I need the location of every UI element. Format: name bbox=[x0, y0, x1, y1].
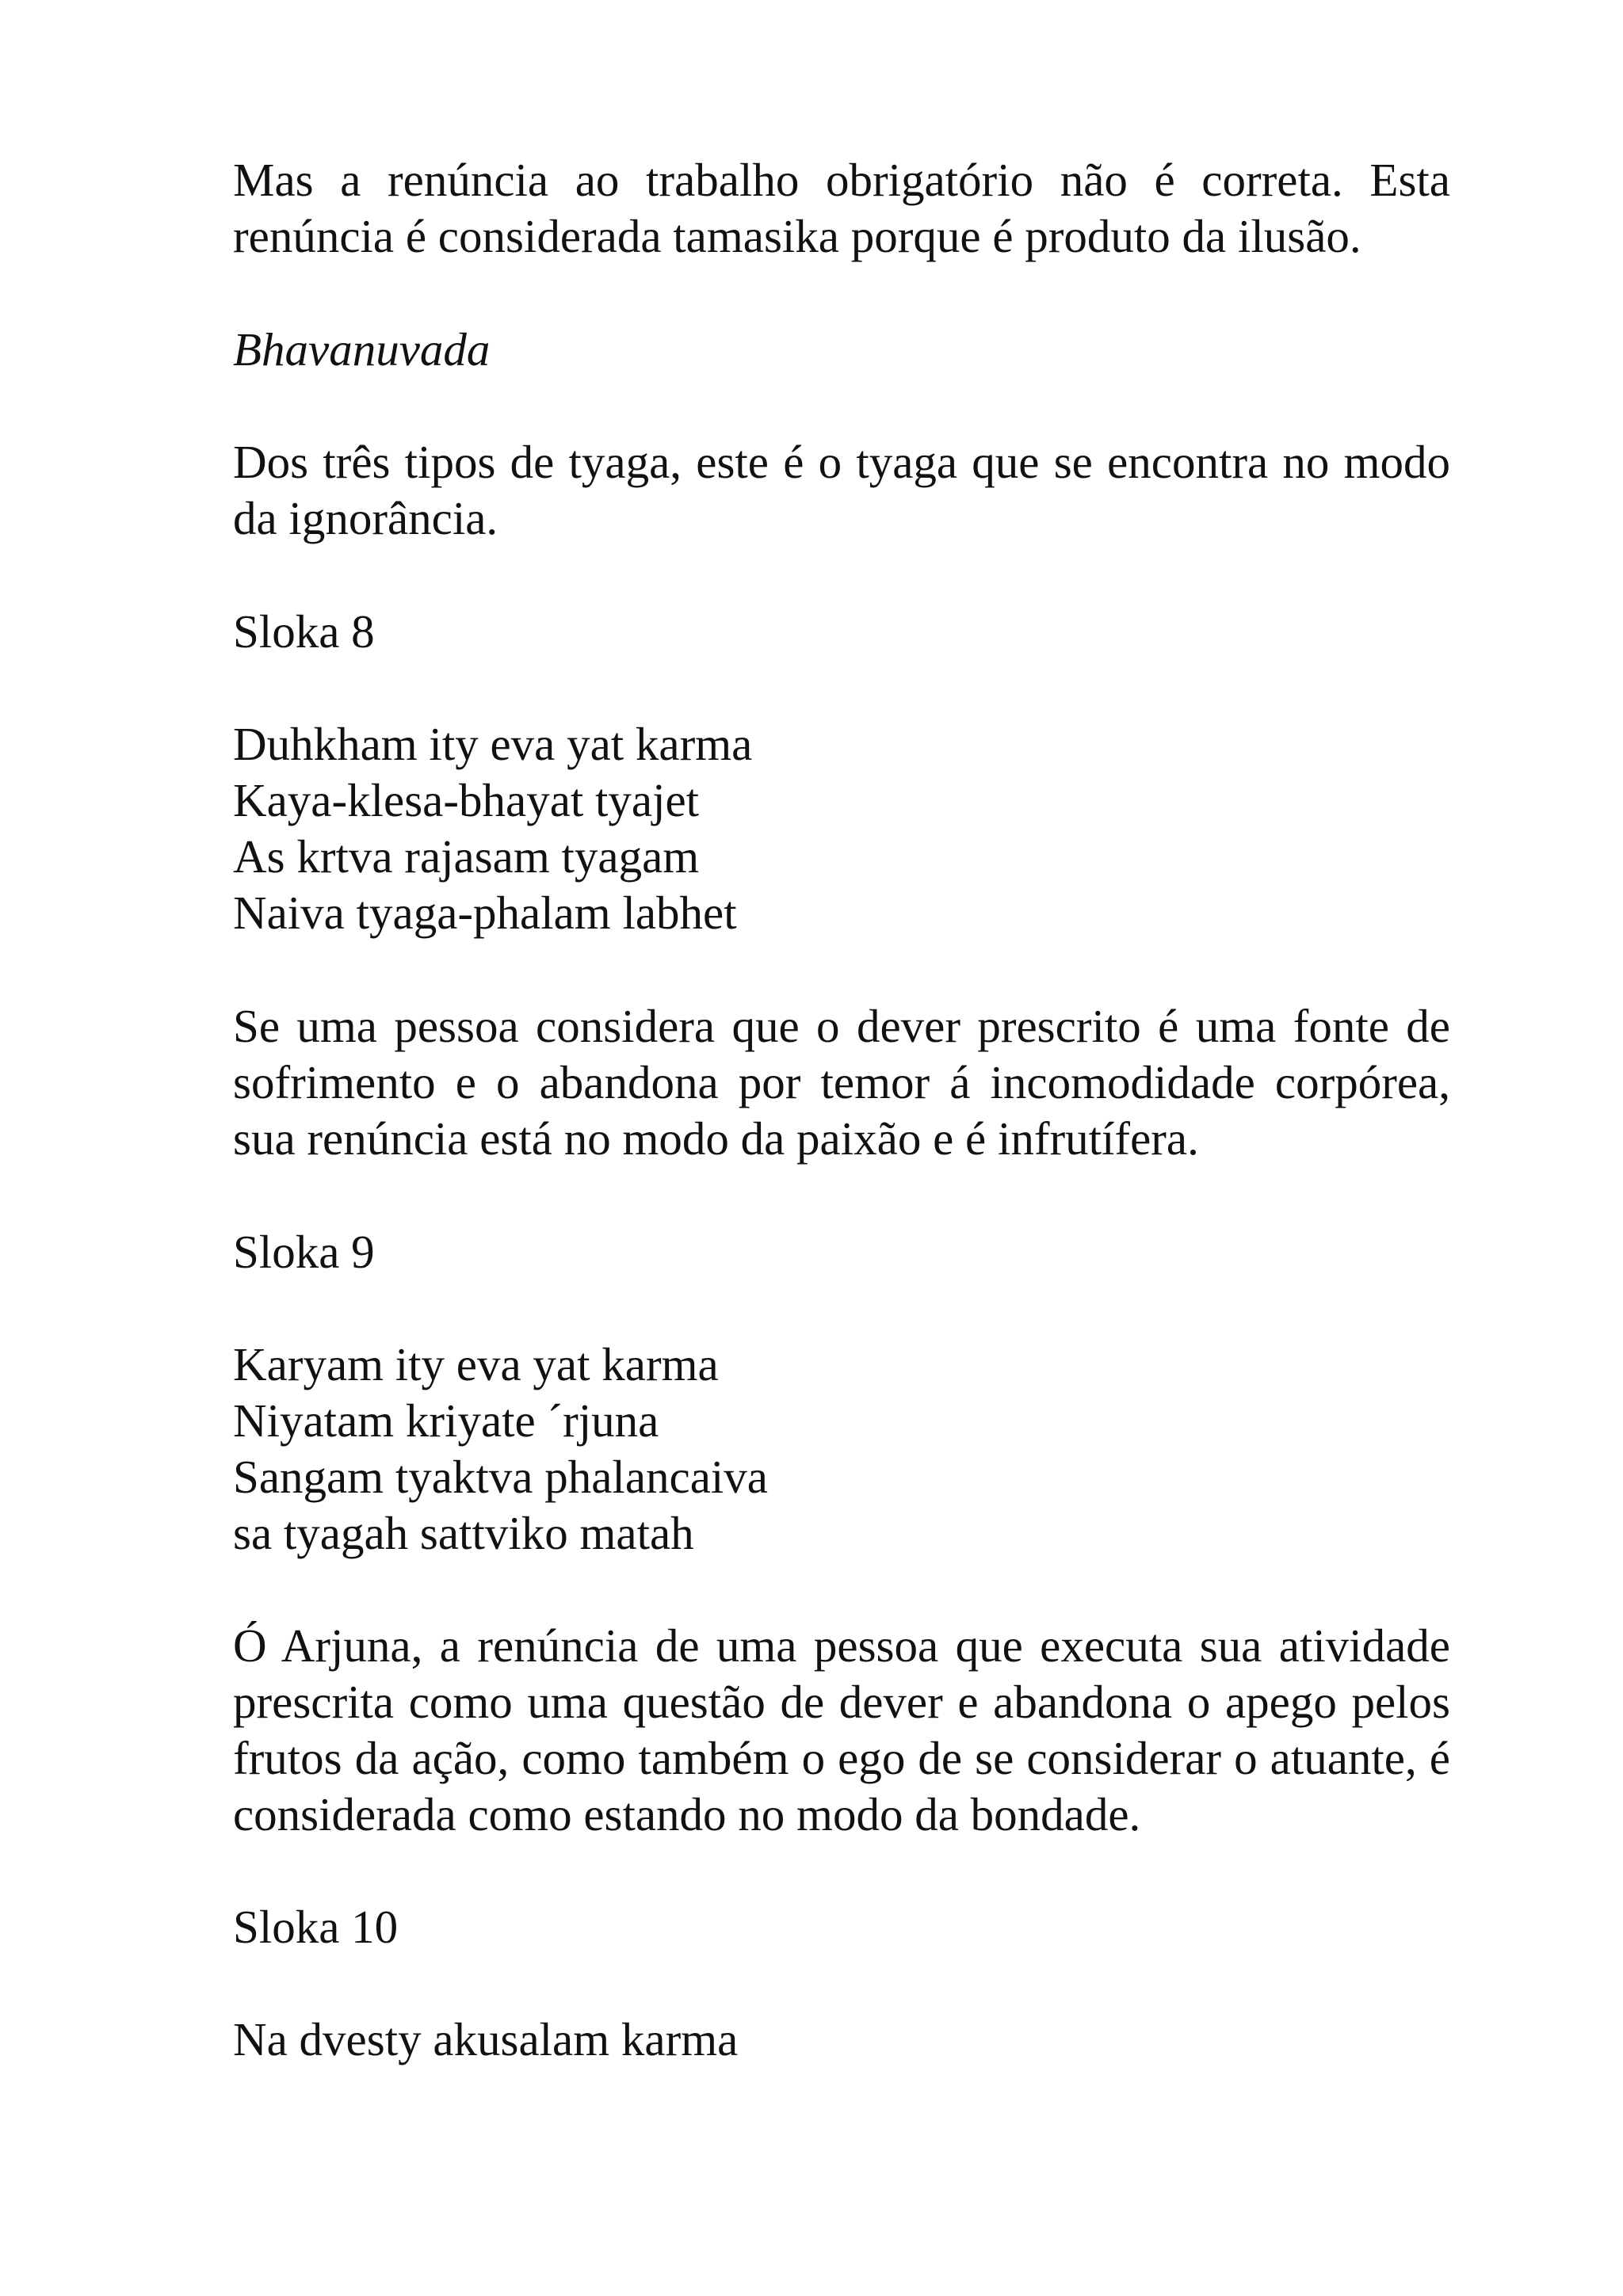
verse-line: Kaya-klesa-bhayat tyajet bbox=[233, 774, 700, 826]
sloka-9-translation: Ó Arjuna, a renúncia de uma pessoa que executa sua atividade prescrita como uma questão de dever e abandona o apego pelos frutos da ação, como também o ego de se considerar o atuante, é considerada como estando no modo da bondade. bbox=[233, 1619, 1450, 1840]
verse-line: Niyatam kriyate ´rjuna bbox=[233, 1394, 659, 1447]
verse-line: Na dvesty akusalam karma bbox=[233, 2013, 739, 2065]
sloka-9-title: Sloka 9 bbox=[233, 1226, 375, 1278]
verse-line: Karyam ity eva yat karma bbox=[233, 1338, 719, 1390]
sloka-8-title: Sloka 8 bbox=[233, 605, 375, 658]
sloka-10-verse bbox=[233, 2012, 1450, 2068]
verse-line: Naiva tyaga-phalam labhet bbox=[233, 887, 737, 939]
verse-line: As krtva rajasam tyagam bbox=[233, 830, 700, 883]
sloka-10-title: Sloka 10 bbox=[233, 1901, 399, 1953]
heading-bhavanuvada: Bhavanuvada bbox=[233, 323, 491, 376]
paragraph-tamasika: Mas a renúncia ao trabalho obrigatório não é correta. Esta renúncia é considerada tamasika porque é produto da ilusão. bbox=[233, 154, 1450, 262]
verse-line: Duhkham ity eva yat karma bbox=[233, 718, 753, 770]
verse-line: sa tyagah sattviko matah bbox=[233, 1507, 694, 1559]
sloka-9-verse bbox=[233, 1337, 1450, 1562]
verse-line: Sangam tyaktva phalancaiva bbox=[233, 1451, 768, 1503]
paragraph-ignorance: Dos três tipos de tyaga, este é o tyaga que se encontra no modo da ignorância. bbox=[233, 436, 1450, 544]
sloka-8-translation: Se uma pessoa considera que o dever prescrito é uma fonte de sofrimento e o abandona por temor á incomodidade corpórea, sua renúncia está no modo da paixão e é infrutífera. bbox=[233, 1000, 1450, 1165]
sloka-8-verse bbox=[233, 716, 1450, 941]
